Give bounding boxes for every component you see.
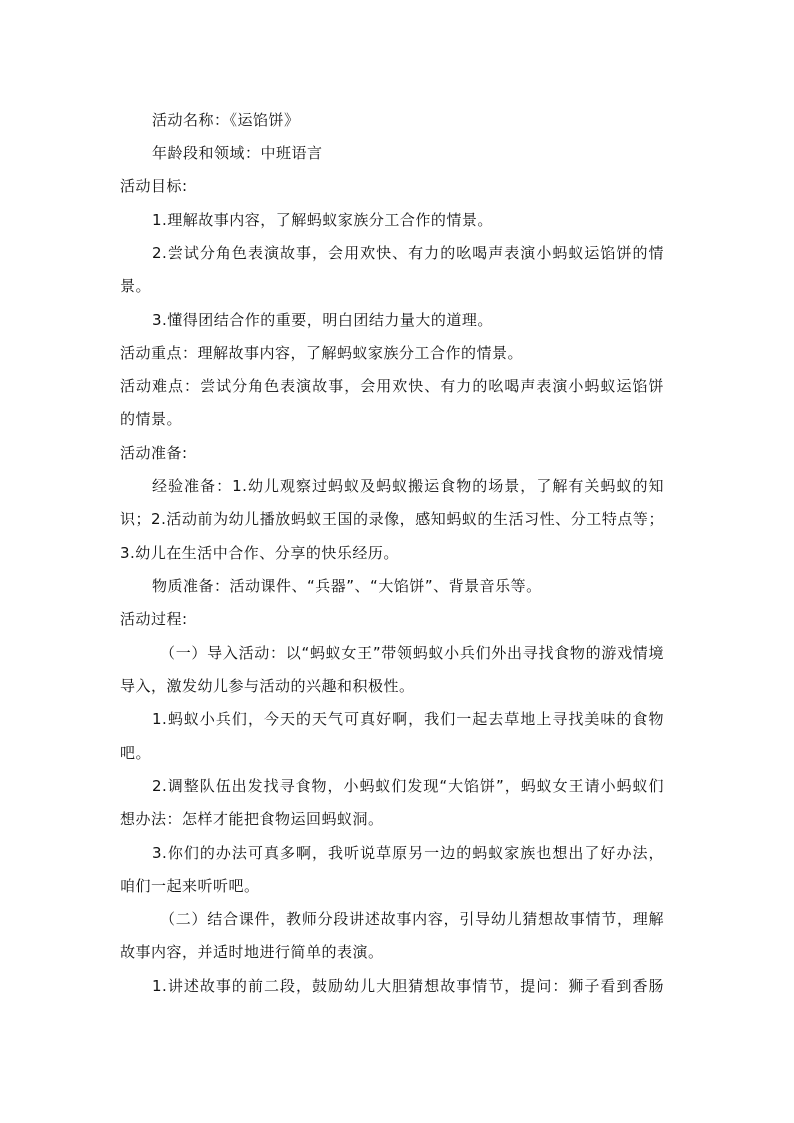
activity-name: 活动名称：《运馅饼》 bbox=[152, 111, 300, 129]
age-domain: 年龄段和领域：中班语言 bbox=[152, 144, 323, 162]
key-point: 活动重点：理解故事内容，了解蚂蚁家族分工合作的情景。 bbox=[120, 344, 524, 362]
prep-experience-line-1: 经验准备：1.幼儿观察过蚂蚁及蚂蚁搬运食物的场景，了解有关蚂蚁的知 bbox=[152, 477, 664, 495]
difficulty-line-1: 活动难点：尝试分角色表演故事，会用欢快、有力的吆喝声表演小蚂蚁运馅饼 bbox=[120, 377, 664, 395]
step-1-line-1: 1.蚂蚁小兵们，今天的天气可真好啊，我们一起去草地上寻找美味的食物 bbox=[152, 710, 664, 728]
prep-heading: 活动准备: bbox=[120, 444, 188, 462]
step-2-line-1: 2.调整队伍出发找寻食物，小蚂蚁们发现“大馅饼”，蚂蚁女王请小蚂蚁们 bbox=[152, 777, 664, 795]
step-3-line-2: 咱们一起来听听吧。 bbox=[120, 877, 260, 895]
process-part1-line-1: （一）导入活动：以“蚂蚁女王”带领蚂蚁小兵们外出寻找食物的游戏情境 bbox=[160, 644, 664, 662]
goal-1: 1.理解故事内容，了解蚂蚁家族分工合作的情景。 bbox=[152, 211, 493, 229]
prep-experience-line-2: 识；2.活动前为幼儿播放蚂蚁王国的录像，感知蚂蚁的生活习性、分工特点等； bbox=[120, 510, 664, 528]
goals-heading: 活动目标: bbox=[120, 177, 188, 195]
process-part2-line-2: 故事内容，并适时地进行简单的表演。 bbox=[120, 943, 384, 961]
goal-3: 3.懂得团结合作的重要，明白团结力量大的道理。 bbox=[152, 311, 493, 329]
prep-experience-line-3: 3.幼儿在生活中合作、分享的快乐经历。 bbox=[120, 544, 399, 562]
part2-step-1-line-1: 1.讲述故事的前二段，鼓励幼儿大胆猜想故事情节，提问：狮子看到香肠 bbox=[152, 977, 664, 995]
prep-material: 物质准备：活动课件、“兵器”、“大馅饼”、背景音乐等。 bbox=[152, 577, 542, 595]
goal-2-continued: 景。 bbox=[120, 277, 152, 295]
step-1-line-2: 吧。 bbox=[120, 744, 152, 762]
process-part1-line-2: 导入，激发幼儿参与活动的兴趣和积极性。 bbox=[120, 677, 415, 695]
difficulty-line-2: 的情景。 bbox=[120, 410, 183, 428]
process-part2-line-1: （二）结合课件，教师分段讲述故事内容，引导幼儿猜想故事情节，理解 bbox=[160, 910, 664, 928]
step-2-line-2: 想办法：怎样才能把食物运回蚂蚁洞。 bbox=[120, 810, 384, 828]
process-heading: 活动过程: bbox=[120, 610, 188, 628]
step-3-line-1: 3.你们的办法可真多啊，我听说草原另一边的蚂蚁家族也想出了好办法， bbox=[152, 844, 664, 862]
goal-2: 2.尝试分角色表演故事，会用欢快、有力的吆喝声表演小蚂蚁运馅饼的情 bbox=[152, 244, 664, 262]
